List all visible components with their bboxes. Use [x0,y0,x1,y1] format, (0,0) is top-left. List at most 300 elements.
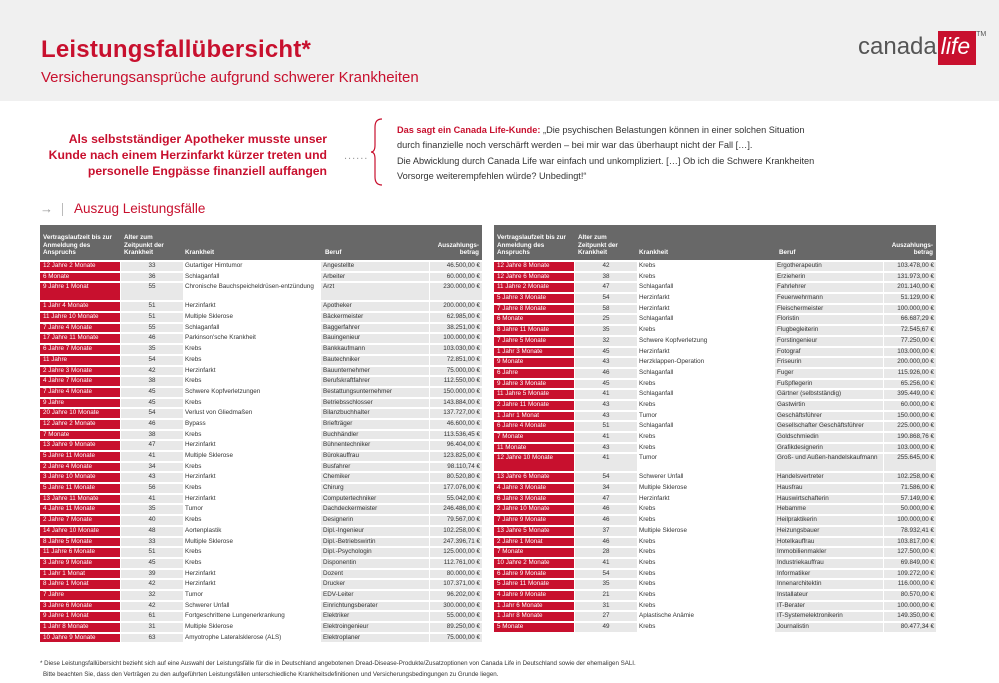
table-row [494,324,936,335]
cell-alter: 31 [575,602,637,611]
cell-alter: 35 [121,505,183,514]
table-row [494,356,936,367]
cell-laufzeit: 5 Jahre 11 Monate [494,580,574,589]
cell-krankheit: Schlaganfall [639,422,674,430]
table-row [40,354,482,365]
cell-betrag: 112.550,00 € [430,377,482,386]
cell-alter: 43 [575,412,637,421]
cell-krankheit: Krebs [185,462,202,470]
cell-betrag: 255.645,00 € [884,454,936,471]
cell-alter: 38 [121,377,183,386]
cell-betrag: 112.761,00 € [430,559,482,568]
cell-alter: 34 [121,463,183,472]
cell-betrag: 46.600,00 € [430,420,482,429]
table-row [40,578,482,589]
cell-alter: 46 [575,505,637,514]
col-krankheit: Krankheit [185,249,215,257]
table-row [494,431,936,442]
cell-laufzeit: 9 Monate [494,358,574,367]
page-title: Leistungsfallübersicht* [41,36,311,63]
cell-beruf: Heilpraktikerin [775,516,883,525]
cell-krankheit: Multiple Sklerose [639,484,687,492]
cell-krankheit: Tumor [639,411,657,419]
table-row [494,557,936,568]
cell-krankheit: Krebs [639,580,656,588]
cell-krankheit: Krebs [185,484,202,492]
cell-alter: 47 [121,441,183,450]
cell-laufzeit: 1 Jahr 1 Monat [40,570,120,579]
cell-alter: 35 [121,345,183,354]
cell-alter: 31 [121,623,183,632]
cell-krankheit: Herzinfarkt [185,441,216,449]
table-row [40,589,482,600]
table-row [494,452,936,471]
cell-beruf: Bankkaufmann [321,345,429,354]
cell-beruf: Forstingenieur [775,337,883,346]
cell-beruf: Apotheker [321,302,429,311]
cell-betrag: 65.256,00 € [884,380,936,389]
cell-betrag: 66.687,29 € [884,315,936,324]
cell-betrag: 96.404,00 € [430,441,482,450]
cell-laufzeit: 2 Jahre 11 Monate [494,401,574,410]
cell-alter: 54 [121,356,183,365]
cell-alter: 34 [575,484,637,493]
cell-betrag: 89.250,00 € [430,623,482,632]
cell-beruf: Feuerwehrmann [775,294,883,303]
cell-beruf: Innenarchitektin [775,580,883,589]
cell-beruf: Hauswirtschafterin [775,495,883,504]
table-row [494,410,936,421]
cell-krankheit: Krebs [639,601,656,609]
cell-alter: 43 [575,401,637,410]
cell-betrag: 149.350,00 € [884,612,936,621]
cell-krankheit: Krebs [639,537,656,545]
cell-krankheit: Krebs [639,272,656,280]
cell-laufzeit: 1 Jahr 3 Monate [494,348,574,357]
table-row [40,482,482,493]
table-row [40,610,482,621]
cell-krankheit: Krebs [639,379,656,387]
cell-betrag: 55.000,00 € [430,612,482,621]
cell-betrag: 75.000,00 € [430,634,482,643]
cell-krankheit: Fortgeschrittene Lungenerkrankung [185,612,285,620]
cell-beruf: Fahrlehrer [775,283,883,292]
table-row [40,557,482,568]
cell-beruf: Ergotherapeutin [775,262,883,271]
cell-beruf: Dachdeckermeister [321,505,429,514]
cell-beruf: Dipl.-Betriebswirtin [321,538,429,547]
cell-laufzeit: 11 Jahre [40,356,120,365]
cell-alter: 43 [575,444,637,453]
quote-line-1: „Die psychischen Belastungen können in einer solchen Situation [540,125,805,135]
cell-betrag: 103.000,00 € [884,444,936,453]
table-row [494,621,936,632]
cell-beruf: Bestattungsunternehmer [321,388,429,397]
cell-laufzeit: 3 Jahre 6 Monate [40,602,120,611]
cell-beruf: Elektroplaner [321,634,429,643]
cell-alter: 41 [121,495,183,504]
cell-beruf: Einrichtungsberater [321,602,429,611]
page-subtitle: Versicherungsansprüche aufgrund schwerer Krankheiten [41,69,419,86]
cell-beruf: Bäckermeister [321,313,429,322]
cell-betrag: 79.567,00 € [430,516,482,525]
cell-alter: 49 [575,623,637,632]
cell-betrag: 62.985,00 € [430,313,482,322]
cell-krankheit: Amyotrophe Lateralsklerose (ALS) [185,633,282,641]
cell-laufzeit: 7 Jahre 9 Monate [494,516,574,525]
cell-alter: 42 [121,602,183,611]
table-header [40,225,482,260]
cell-betrag: 246.486,00 € [430,505,482,514]
cell-alter: 45 [575,348,637,357]
cell-laufzeit: 2 Jahre 4 Monate [40,463,120,472]
table-body [494,260,936,632]
cell-beruf: Flugbegleiterin [775,326,883,335]
cell-betrag: 115.926,00 € [884,369,936,378]
cell-beruf: Hausfrau [775,484,883,493]
cell-beruf: Chirurg [321,484,429,493]
cell-laufzeit: 9 Jahre 3 Monate [494,380,574,389]
cell-beruf: Arbeiter [321,273,429,282]
table-row [494,271,936,282]
curly-brace-icon [370,117,384,187]
table-row [494,367,936,378]
cell-laufzeit: 13 Jahre 5 Monate [494,527,574,536]
customer-quote [397,123,872,184]
cell-betrag: 123.825,00 € [430,452,482,461]
table-row [40,397,482,408]
cell-laufzeit: 1 Jahr 8 Monate [40,623,120,632]
table-row [40,343,482,354]
cell-krankheit: Herzklappen-Operation [639,358,705,366]
table-row [494,313,936,324]
table-row [40,503,482,514]
col-beruf: Beruf [779,249,796,257]
table-row [494,260,936,271]
cell-laufzeit: 7 Jahre 5 Monate [494,337,574,346]
cell-beruf: Arzt [321,283,429,300]
cell-beruf: Erzieherin [775,273,883,282]
cell-krankheit: Schlaganfall [185,272,220,280]
table-row [494,514,936,525]
cell-laufzeit: 5 Monate [494,623,574,632]
cell-alter: 42 [121,367,183,376]
cell-betrag: 102.258,00 € [430,527,482,536]
cell-beruf: Dipl.-Ingenieur [321,527,429,536]
cell-betrag: 72.851,00 € [430,356,482,365]
table-header [494,225,936,260]
table-row [40,439,482,450]
cell-betrag: 200.000,00 € [884,358,936,367]
table-row [494,471,936,482]
cell-krankheit: Herzinfarkt [185,302,216,310]
table-row [40,365,482,376]
cell-alter: 32 [575,337,637,346]
logo-trademark: TM [976,31,987,38]
table-row [40,332,482,343]
section-title: Auszug Leistungsfälle [74,201,206,216]
cell-alter: 46 [575,516,637,525]
cell-krankheit: Schwere Kopfverletzungen [185,387,261,395]
cell-beruf: Berufskraftfahrer [321,377,429,386]
cell-krankheit: Schlaganfall [639,315,674,323]
header-band [0,0,999,101]
cell-betrag: 137.727,00 € [430,409,482,418]
table-row [494,493,936,504]
cell-krankheit: Krebs [185,345,202,353]
table-row [494,546,936,557]
cell-alter: 25 [575,315,637,324]
table-row [494,346,936,357]
cell-beruf: Bauingenieur [321,334,429,343]
table-row [494,388,936,399]
col-betrag: Auszahlungs-betrag [437,241,479,257]
cell-alter: 43 [121,473,183,482]
cell-krankheit: Krebs [639,443,656,451]
cell-laufzeit: 10 Jahre 2 Monate [494,559,574,568]
table-row [40,568,482,579]
cell-beruf: Geschäftsführer [775,412,883,421]
cell-laufzeit: 12 Jahre 2 Monate [40,420,120,429]
section-divider [62,203,63,216]
table-row [40,461,482,472]
table-row [494,610,936,621]
cell-laufzeit: 11 Monate [494,444,574,453]
table-row [494,442,936,453]
cell-betrag: 131.973,00 € [884,273,936,282]
cell-alter: 37 [575,527,637,536]
cell-laufzeit: 11 Jahre 5 Monate [494,390,574,399]
cell-betrag: 60.000,00 € [430,273,482,282]
footnote-line-2: Bitte beachten Sie, dass den Verträgen zu den aufgeführten Leistungsfällen unterschiedliche Krankheitsdefinitionen und Versicherungsbedingungen zu Grunde liegen. [43,670,499,678]
cell-krankheit: Multiple Sklerose [185,623,233,630]
cell-krankheit: Schlaganfall [639,368,674,376]
table-row [494,600,936,611]
cell-alter: 36 [121,273,183,282]
cell-krankheit: Krebs [639,558,656,566]
cell-krankheit: Aortenplastik [185,526,222,534]
cell-laufzeit: 6 Jahre 9 Monate [494,570,574,579]
cell-alter: 54 [575,473,637,482]
case-summary: Als selbstständiger Apotheker musste unser Kunde nach einem Herzinfarkt kürzer treten und personelle Engpässe finanziell auffangen [48,132,327,178]
col-laufzeit: Vertragslaufzeit bis zur Anmeldung des Anspruchs [497,234,566,257]
canada-life-logo[interactable] [858,31,986,71]
cell-alter: 55 [121,324,183,333]
cell-beruf: Fußpflegerin [775,380,883,389]
claims-table-left [40,225,482,642]
cell-beruf: Computertechniker [321,495,429,504]
cell-beruf: Angestellte [321,262,429,271]
cell-alter: 32 [121,591,183,600]
cell-beruf: Disponentin [321,559,429,568]
cell-beruf: Elektroingenieur [321,623,429,632]
cell-krankheit: Herzinfarkt [639,347,670,355]
cell-laufzeit: 1 Jahr 8 Monate [494,612,574,621]
cell-beruf: Hebamme [775,505,883,514]
cell-laufzeit: 5 Jahre 3 Monate [494,294,574,303]
cell-laufzeit: 4 Jahre 3 Monate [494,484,574,493]
table-row [494,589,936,600]
cell-betrag: 80.570,00 € [884,591,936,600]
cell-laufzeit: 2 Jahre 1 Monat [494,538,574,547]
col-krankheit: Krankheit [639,249,669,257]
cell-betrag: 100.000,00 € [430,334,482,343]
cell-laufzeit: 3 Jahre 9 Monate [40,559,120,568]
cell-krankheit: Schwerer Unfall [185,601,230,609]
table-row [494,399,936,410]
cell-betrag: 80.000,00 € [430,570,482,579]
cell-beruf: Heizungsbauer [775,527,883,536]
cell-betrag: 103.030,00 € [430,345,482,354]
cell-laufzeit: 1 Jahr 1 Monat [494,412,574,421]
footnote [40,659,636,680]
cell-betrag: 225.000,00 € [884,422,936,431]
cell-krankheit: Herzinfarkt [185,473,216,481]
cell-betrag: 177.076,00 € [430,484,482,493]
table-row [494,420,936,431]
cell-laufzeit: 8 Jahre 1 Monat [40,580,120,589]
cell-laufzeit: 13 Jahre 11 Monate [40,495,120,504]
cell-alter: 45 [121,399,183,408]
cell-alter: 51 [121,313,183,322]
cell-alter: 21 [575,591,637,600]
table-row [494,578,936,589]
cell-beruf: IT-Berater [775,602,883,611]
cell-betrag: 102.258,00 € [884,473,936,482]
cell-beruf: Floristin [775,315,883,324]
cell-laufzeit: 7 Jahre 4 Monate [40,324,120,333]
cell-alter: 54 [575,294,637,303]
table-row [494,378,936,389]
cell-laufzeit: 6 Jahre 4 Monate [494,422,574,431]
cell-laufzeit: 6 Jahre 7 Monate [40,345,120,354]
cell-betrag: 201.140,00 € [884,283,936,292]
cell-laufzeit: 7 Monate [494,548,574,557]
table-row [40,281,482,300]
cell-krankheit: Krebs [639,262,656,269]
cell-betrag: 103.000,00 € [884,348,936,357]
cell-betrag: 78.932,41 € [884,527,936,536]
cell-alter: 33 [121,262,183,271]
cell-beruf: Bautechniker [321,356,429,365]
cell-krankheit: Verlust von Gliedmaßen [185,409,253,417]
table-row [40,429,482,440]
cell-alter: 45 [121,559,183,568]
cell-beruf: Drucker [321,580,429,589]
cell-betrag: 247.396,71 € [430,538,482,547]
cell-betrag: 100.000,00 € [884,602,936,611]
logo-word-canada: canada [858,33,937,60]
cell-krankheit: Multiple Sklerose [639,526,687,534]
cell-laufzeit: 12 Jahre 2 Monate [40,262,120,271]
table-row [40,514,482,525]
cell-betrag: 116.000,00 € [884,580,936,589]
cell-betrag: 50.000,00 € [884,505,936,514]
cell-laufzeit: 7 Jahre [40,591,120,600]
table-row [40,493,482,504]
cell-alter: 46 [121,420,183,429]
table-row [494,482,936,493]
cell-krankheit: Schlaganfall [639,390,674,398]
cell-alter: 47 [575,495,637,504]
table-row [494,335,936,346]
cell-betrag: 395.449,00 € [884,390,936,399]
cell-laufzeit: 4 Jahre 11 Monate [40,505,120,514]
cell-krankheit: Herzinfarkt [639,304,670,312]
cell-betrag: 125.000,00 € [430,548,482,557]
cell-alter: 58 [575,305,637,314]
cell-laufzeit: 5 Jahre 11 Monate [40,484,120,493]
cell-laufzeit: 8 Jahre 5 Monate [40,538,120,547]
cell-alter: 33 [121,538,183,547]
cell-alter: 61 [121,612,183,621]
cell-laufzeit: 12 Jahre 8 Monate [494,262,574,271]
table-row [40,600,482,611]
logo-word-life: life [938,31,976,65]
table-row [494,303,936,314]
table-row [494,536,936,547]
cell-krankheit: Krebs [639,623,656,630]
cell-betrag: 109.272,00 € [884,570,936,579]
table-row [40,260,482,271]
cell-laufzeit: 6 Jahre 3 Monate [494,495,574,504]
cell-krankheit: Krebs [639,326,656,334]
cell-krankheit: Gutartiger Hirntumor [185,262,243,269]
cell-betrag: 127.500,00 € [884,548,936,557]
cell-alter: 51 [121,302,183,311]
cell-laufzeit: 13 Jahre 6 Monate [494,473,574,482]
claims-table-right [494,225,936,632]
cell-beruf: Briefträger [321,420,429,429]
cell-beruf: Bilanzbuchhalter [321,409,429,418]
cell-krankheit: Aplastische Anämie [639,612,694,620]
col-betrag: Auszahlungs-betrag [891,241,933,257]
table-row [494,568,936,579]
cell-krankheit: Multiple Sklerose [185,537,233,545]
cell-laufzeit: 17 Jahre 11 Monate [40,334,120,343]
cell-betrag: 77.250,00 € [884,337,936,346]
cell-krankheit: Herzinfarkt [185,569,216,577]
cell-laufzeit: 12 Jahre 6 Monate [494,273,574,282]
cell-alter: 38 [121,431,183,440]
cell-betrag: 51.129,00 € [884,294,936,303]
cell-krankheit: Herzinfarkt [639,494,670,502]
cell-betrag: 96.202,00 € [430,591,482,600]
cell-krankheit: Herzinfarkt [185,366,216,374]
cell-laufzeit: 8 Jahre 11 Monate [494,326,574,335]
cell-beruf: Chemiker [321,473,429,482]
cell-laufzeit: 2 Jahre 3 Monate [40,367,120,376]
cell-beruf: Journalistin [775,623,883,632]
cell-beruf: Grafikdesignerin [775,444,883,453]
cell-alter: 63 [121,634,183,643]
cell-krankheit: Schwere Kopfverletzung [639,336,708,344]
cell-krankheit: Krebs [185,355,202,363]
cell-beruf: Friseurin [775,358,883,367]
cell-beruf: Gesellschafter Geschäftsführer [775,422,883,431]
cell-alter: 39 [121,570,183,579]
cell-betrag: 230.000,00 € [430,283,482,300]
cell-alter: 45 [575,380,637,389]
cell-krankheit: Parkinson'sche Krankheit [185,334,256,342]
table-row [40,621,482,632]
cell-laufzeit: 7 Jahre 8 Monate [494,305,574,314]
table-row [494,281,936,292]
cell-krankheit: Schlaganfall [185,323,220,331]
cell-alter: 41 [575,433,637,442]
cell-betrag: 75.000,00 € [430,367,482,376]
cell-beruf: Betriebsschlosser [321,399,429,408]
